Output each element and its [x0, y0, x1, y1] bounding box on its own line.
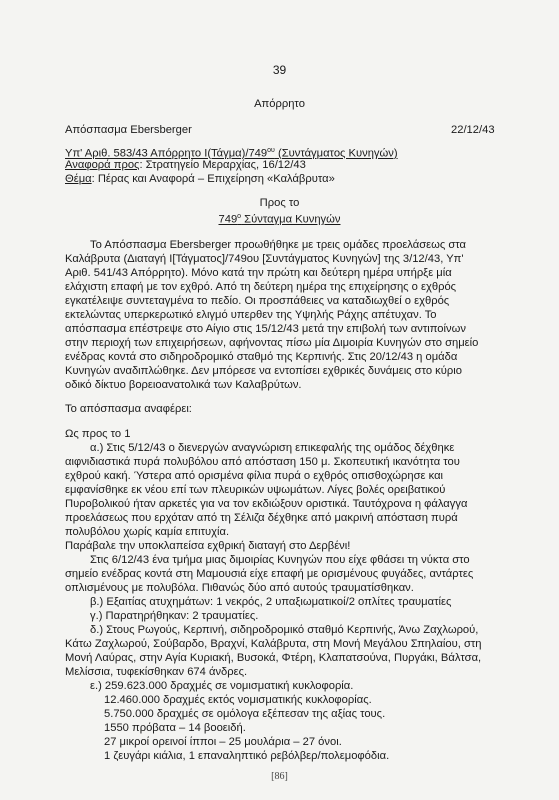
body-line: απόσπασμα επέστρεψε στο Αίγιο στις 15/12/43 μετά την επιβολή των αντιποίνων — [65, 323, 466, 335]
section-line: προελάσεως που ερχόταν από τη Σέλιζα δέχθηκε από μακρινή απόσταση πυρά — [65, 512, 458, 524]
body-line: ενέδρας κοντά στο σιδηροδρομικό σταθμό της Κερπινής. Στις 20/12/43 η ομάδα — [65, 351, 458, 363]
section-line: 27 μικροί ορεινοί ίπποι – 25 μουλάρια – 27 όνοι. — [104, 736, 342, 748]
body-line: οδικό δίκτυο βορειοανατολικά των Καλαβρύτων. — [65, 379, 302, 391]
section-line: πολυβόλου χωρίς καμία επιτυχία. — [65, 526, 230, 538]
footer-page-number: [86] — [271, 771, 288, 782]
section-line: δ.) Στους Ρωγούς, Κερπινή, σιδηροδρομικό σταθμό Κερπινής, Άνω Ζαχλωρού, — [90, 624, 479, 636]
body-line: εκτελώντας υπερκερωτικό ελιγμό υπερθεν της Υψηλής Ράχης απέτυχαν. Το — [65, 309, 437, 321]
section-heading: Ως προς το 1 — [65, 428, 131, 440]
section-line: Στις 6/12/43 ένα τμήμα μιας διμοιρίας Κυνηγών που είχε φθάσει τη νύκτα στο — [90, 554, 470, 566]
body-line: Αριθ. 541/43 Απόρρητο). Μόνο κατά την πρώτη και δεύτερη ημέρα υπήρξε μία — [65, 267, 452, 279]
section-line: β.) Εξαιτίας ατυχημάτων: 1 νεκρός, 2 υπαξιωματικοί/2 οπλίτες τραυματίες — [90, 596, 452, 608]
section-line: Παράβαλε την υποκλαπείσα εχθρική διαταγή στο Δερβένι! — [65, 540, 351, 552]
body-line: Καλάβρυτα (Διαταγή Ι[Τάγματος]/749ου [Συντάγματος Κυνηγών] της 3/12/43, Υπ' — [65, 253, 464, 265]
section-line: ε.) 259.623.000 δραχμές σε νομισματική κυκλοφορία. — [90, 680, 354, 692]
section-line: α.) Στις 5/12/43 ο διενεργών αναγνώριση επικεφαλής της ομάδος δέχθηκε — [90, 442, 455, 454]
body-line: ελάχιστη επαφή με τον εχθρό. Από τη δεύτερη ημέρα της επιχείρησης ο εχθρός — [65, 281, 457, 293]
section-line: εχθρού κακή. Ύστερα από ορισμένα φίλια πυρά ο εχθρός οπισθοχώρησε και — [65, 470, 444, 482]
section-line: οπλισμένους με πολυβόλα. Πιθανώς δύο από αυτούς τραυματίσθηκαν. — [65, 582, 414, 594]
page-number: 39 — [272, 63, 287, 77]
section-line: 5.750.000 δραχμές σε ομόλογα εξέπεσαν της αξίας τους. — [104, 708, 386, 720]
addressee-unit: $749^o$ Σύνταγμα Κυνηγών — [218, 213, 341, 226]
header-date: 22/12/43 — [451, 124, 495, 136]
body-line: Το Απόσπασμα Ebersberger προωθήθηκε με τρεις ομάδες προελάσεως στα — [90, 239, 466, 251]
section-line: αιφνιδιαστικά πυρά πολυβόλου από απόσταση 150 μ. Σκοπευτική ικανότητα του — [65, 456, 460, 468]
section-line: Μελίσσια, τυφεκίσθηκαν 674 άνδρες. — [65, 666, 248, 678]
body-line: εγκατέλειψε συντεταγμένα το πεδίο. Οι προσπάθειες να καταδιωχθεί ο εχθρός — [65, 295, 450, 307]
section-line: 1 ζευγάρι κιάλια, 1 επαναληπτικό ρεβόλβερ/πολεμοφόδια. — [104, 750, 390, 762]
header-unit: Απόσπασμα Ebersberger — [65, 124, 192, 136]
section-line: Πυροβολικού ήταν αρκετές για να τον εκδιώξουν οριστικά. Ταυτόχρονα η φάλαγγα — [65, 498, 468, 510]
section-line: 12.460.000 δραχμές εκτός νομισματικής κυκλοφορίας. — [104, 694, 372, 706]
body-line: Κυνηγών αναδιπλώθηκε. Δεν μπόρεσε να εντοπίσει εχθρικές δυνάμεις στο κύριο — [65, 365, 462, 377]
section-line: εμφανίσθηκε εκ νέου επί των πλευρικών υψωμάτων. Λίγες βολές ορειβατικού — [65, 484, 446, 496]
section-line: Κάτω Ζαχλωρού, Σούβαρδο, Βραχνί, Καλάβρυτα, στη Μονή Μεγάλου Σπηλαίου, στη — [65, 638, 482, 650]
section-line: σημείο ενέδρας κοντά στη Μαμουσιά είχε επαφή με ορισμένους φυγάδες, αντάρτες — [65, 568, 474, 580]
body-line: στην περιοχή των επιχειρήσεων, αφήνοντας πίσω μία Διμοιρία Κυνηγών στο σημείο — [65, 337, 479, 349]
section-line: γ.) Παρατηρήθηκαν: 2 τραυματίες. — [90, 610, 259, 622]
section-line: 1550 πρόβατα – 14 βοοειδή. — [104, 722, 246, 734]
section-line: Μονή Λαύρας, στην Αγία Κυριακή, Βυσοκά, Φτέρη, Κλαπατσούνα, Πυργάκι, Βάλτσα, — [65, 652, 482, 664]
reports-intro: Το απόσπασμα αναφέρει: — [65, 403, 192, 415]
classification-label: Απόρρητο — [254, 98, 305, 110]
reference-subject: Θέμα: Πέρας και Αναφορά – Επιχείρηση «Καλάβρυτα» — [65, 173, 335, 185]
addressee-to: Προς το — [259, 197, 300, 209]
reference-number: Υπ' Αριθ. 583/43 Απόρρητο $I(Tά\gamma\mu\alpha)/749^{o\upsilon}$ (Συντάγματος Κυνηγών) — [65, 147, 398, 160]
reference-concerns: Αναφορά προς: Στρατηγείο Μεραρχίας, 16/12/43 — [65, 159, 306, 171]
